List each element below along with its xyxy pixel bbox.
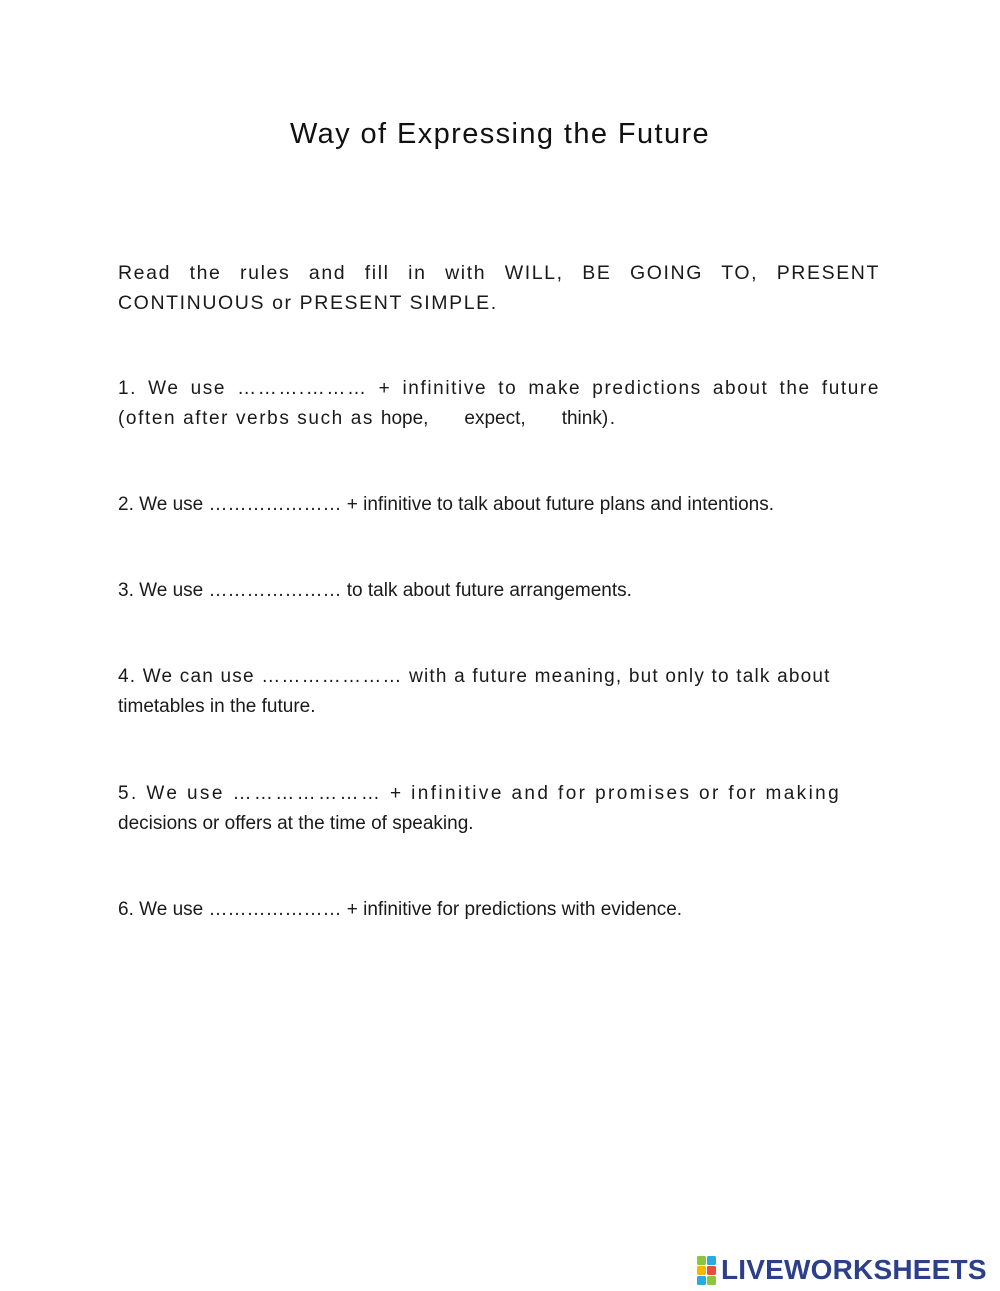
rule-4	[118, 662, 880, 722]
rule-number: 4.	[118, 666, 137, 687]
rule-text-line2: decisions or offers at the time of speaking.	[118, 813, 474, 834]
rule-text-line1: We can use ………………… with a future meaning, but only to talk about	[136, 666, 831, 687]
rule-number: 3.	[118, 580, 134, 601]
rule-number: 2.	[118, 494, 134, 515]
rule-text: We use ………………… + infinitive to talk about future plans and intentions.	[133, 494, 775, 515]
rule-text: We use ………………… to talk about future arrangements.	[133, 580, 632, 601]
verb-hope: hope,	[380, 408, 429, 429]
rule-text: We use ………………… + infinitive for predictions with evidence.	[133, 899, 683, 920]
rule-1	[118, 374, 880, 434]
instructions-text: Read the rules and fill in with WILL, BE GOING TO, PRESENT CONTINUOUS or PRESENT SIMPLE.	[118, 262, 880, 314]
rule-3	[118, 576, 880, 606]
liveworksheets-logo	[697, 1253, 987, 1287]
rule-number: 1.	[118, 378, 138, 399]
rule-text-line2: timetables in the future.	[118, 696, 316, 717]
rule-text: We use ……….……… + infinitive to make predictions about the future (often after verbs such as	[118, 378, 880, 429]
rule-number: 5.	[118, 783, 139, 804]
rule-6	[118, 895, 880, 925]
rule-text-end: ).	[601, 408, 617, 429]
verb-think: think	[561, 408, 602, 429]
page-title: Way of Expressing the Future	[289, 118, 711, 150]
rule-text-line1: We use ………………… + infinitive and for promises or for making	[138, 783, 842, 804]
logo-blocks-icon	[697, 1255, 717, 1285]
rule-5	[118, 779, 880, 839]
rule-2	[118, 490, 880, 520]
verb-expect: expect,	[464, 408, 526, 429]
rule-number: 6.	[118, 899, 134, 920]
logo-text: LIVEWORKSHEETS	[721, 1254, 987, 1285]
